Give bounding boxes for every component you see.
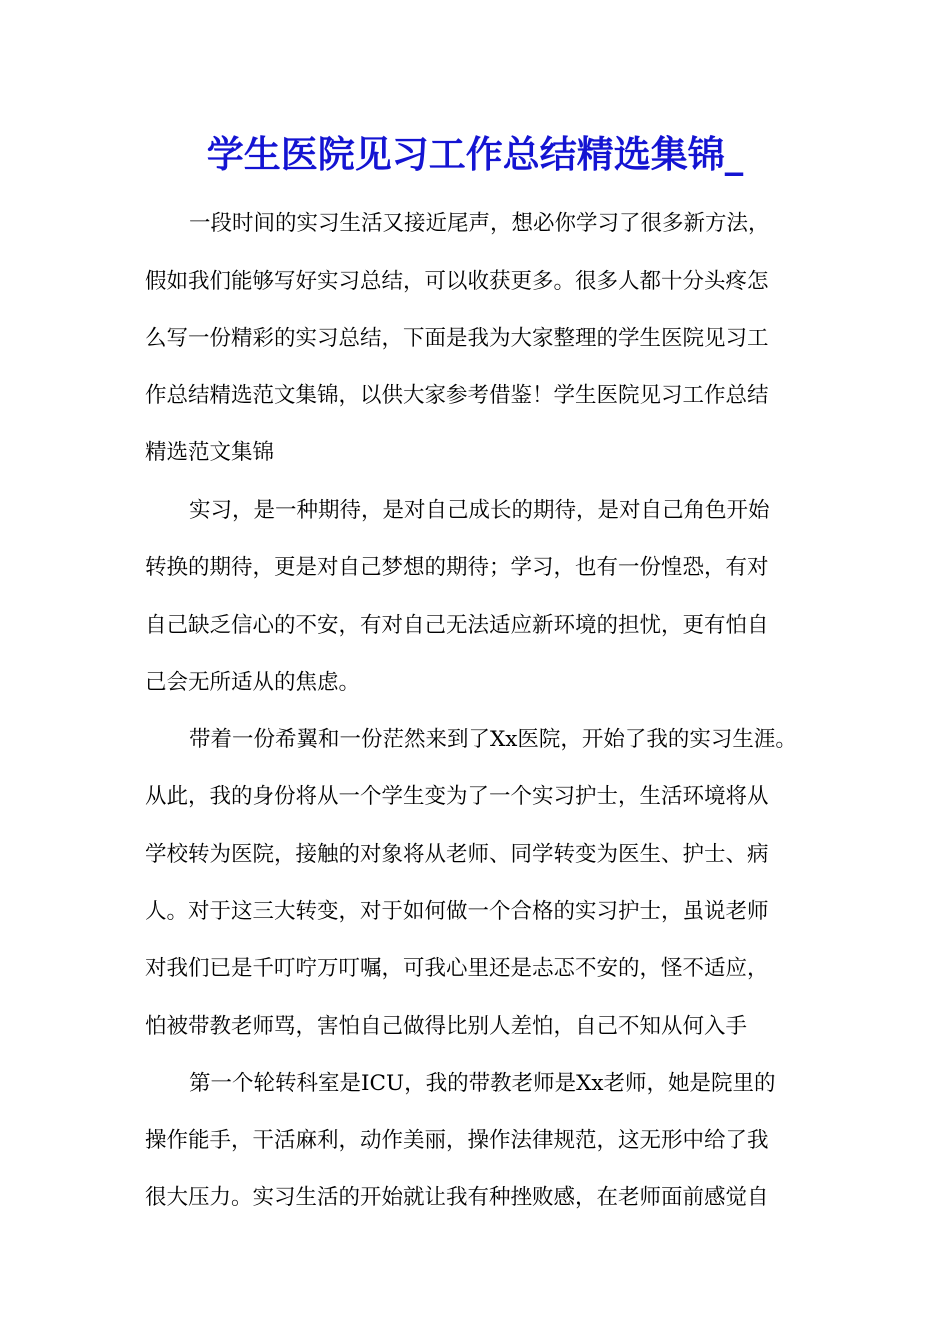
paragraph-4-line-1: 第一个轮转科室是ICU，我的带教老师是Xx老师，她是院里的 [189, 1071, 776, 1096]
paragraph-3-line-2: 从此，我的身份将从一个学生变为了一个实习护士，生活环境将从 [145, 784, 769, 809]
paragraph-2-line-1: 实习，是一种期待，是对自己成长的期待，是对自己角色开始 [189, 498, 770, 523]
paragraph-4-line-3: 很大压力。实习生活的开始就让我有种挫败感，在老师面前感觉自 [145, 1185, 769, 1210]
paragraph-4-line-2: 操作能手，干活麻利，动作美丽，操作法律规范，这无形中给了我 [145, 1128, 769, 1153]
paragraph-1-line-4: 作总结精选范文集锦，以供大家参考借鉴！学生医院见习工作总结 [145, 383, 769, 408]
paragraph-3-line-5: 对我们已是千叮咛万叮嘱，可我心里还是忐忑不安的，怪不适应， [145, 956, 769, 981]
paragraph-2-line-3: 自己缺乏信心的不安，有对自己无法适应新环境的担忧，更有怕自 [145, 613, 769, 638]
paragraph-1-line-3: 么写一份精彩的实习总结，下面是我为大家整理的学生医院见习工 [145, 326, 769, 351]
paragraph-3-line-6: 怕被带教老师骂，害怕自己做得比别人差怕，自己不知从何入手 [145, 1014, 748, 1039]
paragraph-3-line-4: 人。对于这三大转变，对于如何做一个合格的实习护士，虽说老师 [145, 899, 769, 924]
paragraph-1-line-5: 精选范文集锦 [145, 440, 275, 465]
paragraph-3-line-1: 带着一份希翼和一份茫然来到了Xx医院，开始了我的实习生涯。 [189, 727, 797, 752]
paragraph-1-line-1: 一段时间的实习生活又接近尾声，想必你学习了很多新方法， [189, 211, 770, 236]
paragraph-2-line-4: 己会无所适从的焦虑。 [145, 670, 361, 695]
document-title: 学生医院见习工作总结精选集锦_ [206, 132, 744, 176]
paragraph-1-line-2: 假如我们能够写好实习总结，可以收获更多。很多人都十分头疼怎 [145, 269, 769, 294]
paragraph-3-line-3: 学校转为医院，接触的对象将从老师、同学转变为医生、护士、病 [145, 842, 769, 867]
paragraph-2-line-2: 转换的期待，更是对自己梦想的期待；学习，也有一份惶恐，有对 [145, 555, 769, 580]
